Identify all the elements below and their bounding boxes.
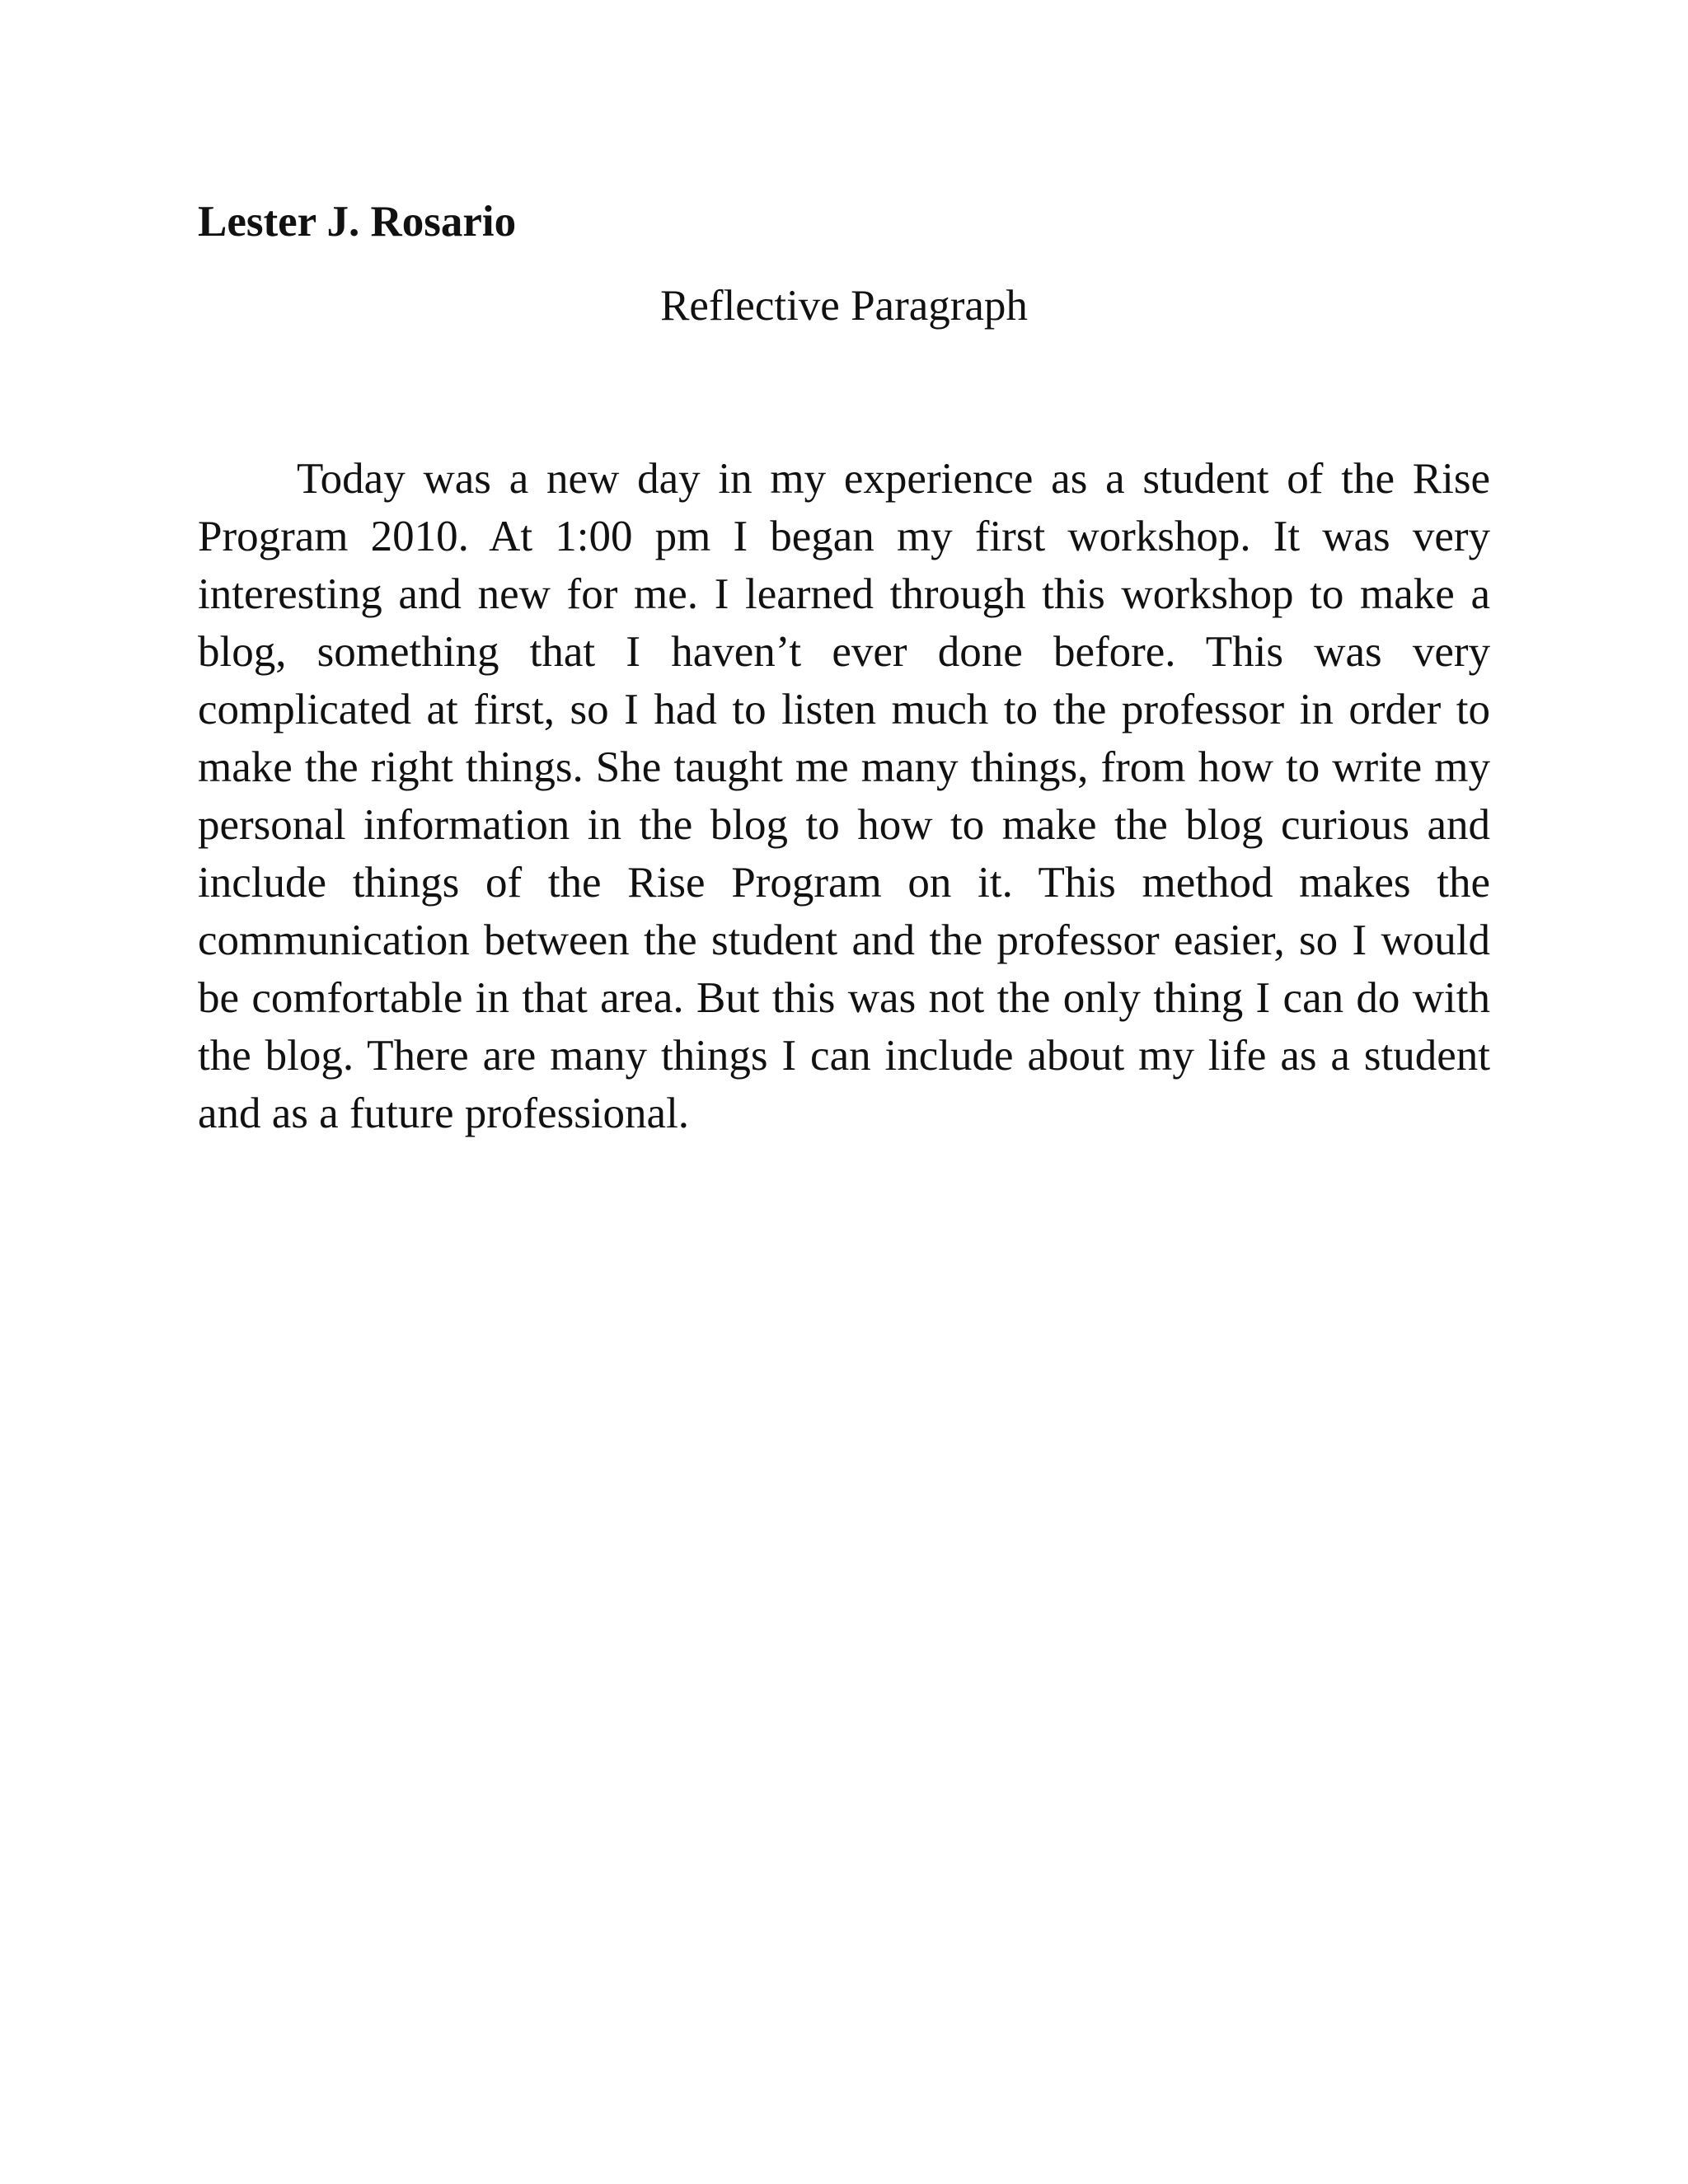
document-title: Reflective Paragraph bbox=[660, 282, 1028, 330]
author-name: Lester J. Rosario bbox=[198, 198, 517, 246]
reflective-paragraph: Today was a new day in my experience as a student of the Rise Program 2010. At 1:00 pm I began my first workshop. It was very interesting and new for me. I learned through this workshop to make a blog, something that I haven’t ever done before. This was very complicated at first, so I had to listen much to the professor in order to make the right things. She taught me many things, from how to write my personal information in the blog to how to make the blog curious and include things of the Rise Program on it. This method makes the communication between the student and the professor easier, so I would be comfortable in that area. But this was not the only thing I can do with the blog. There are many things I can include about my life as a student and as a future professional. bbox=[198, 455, 1490, 1137]
